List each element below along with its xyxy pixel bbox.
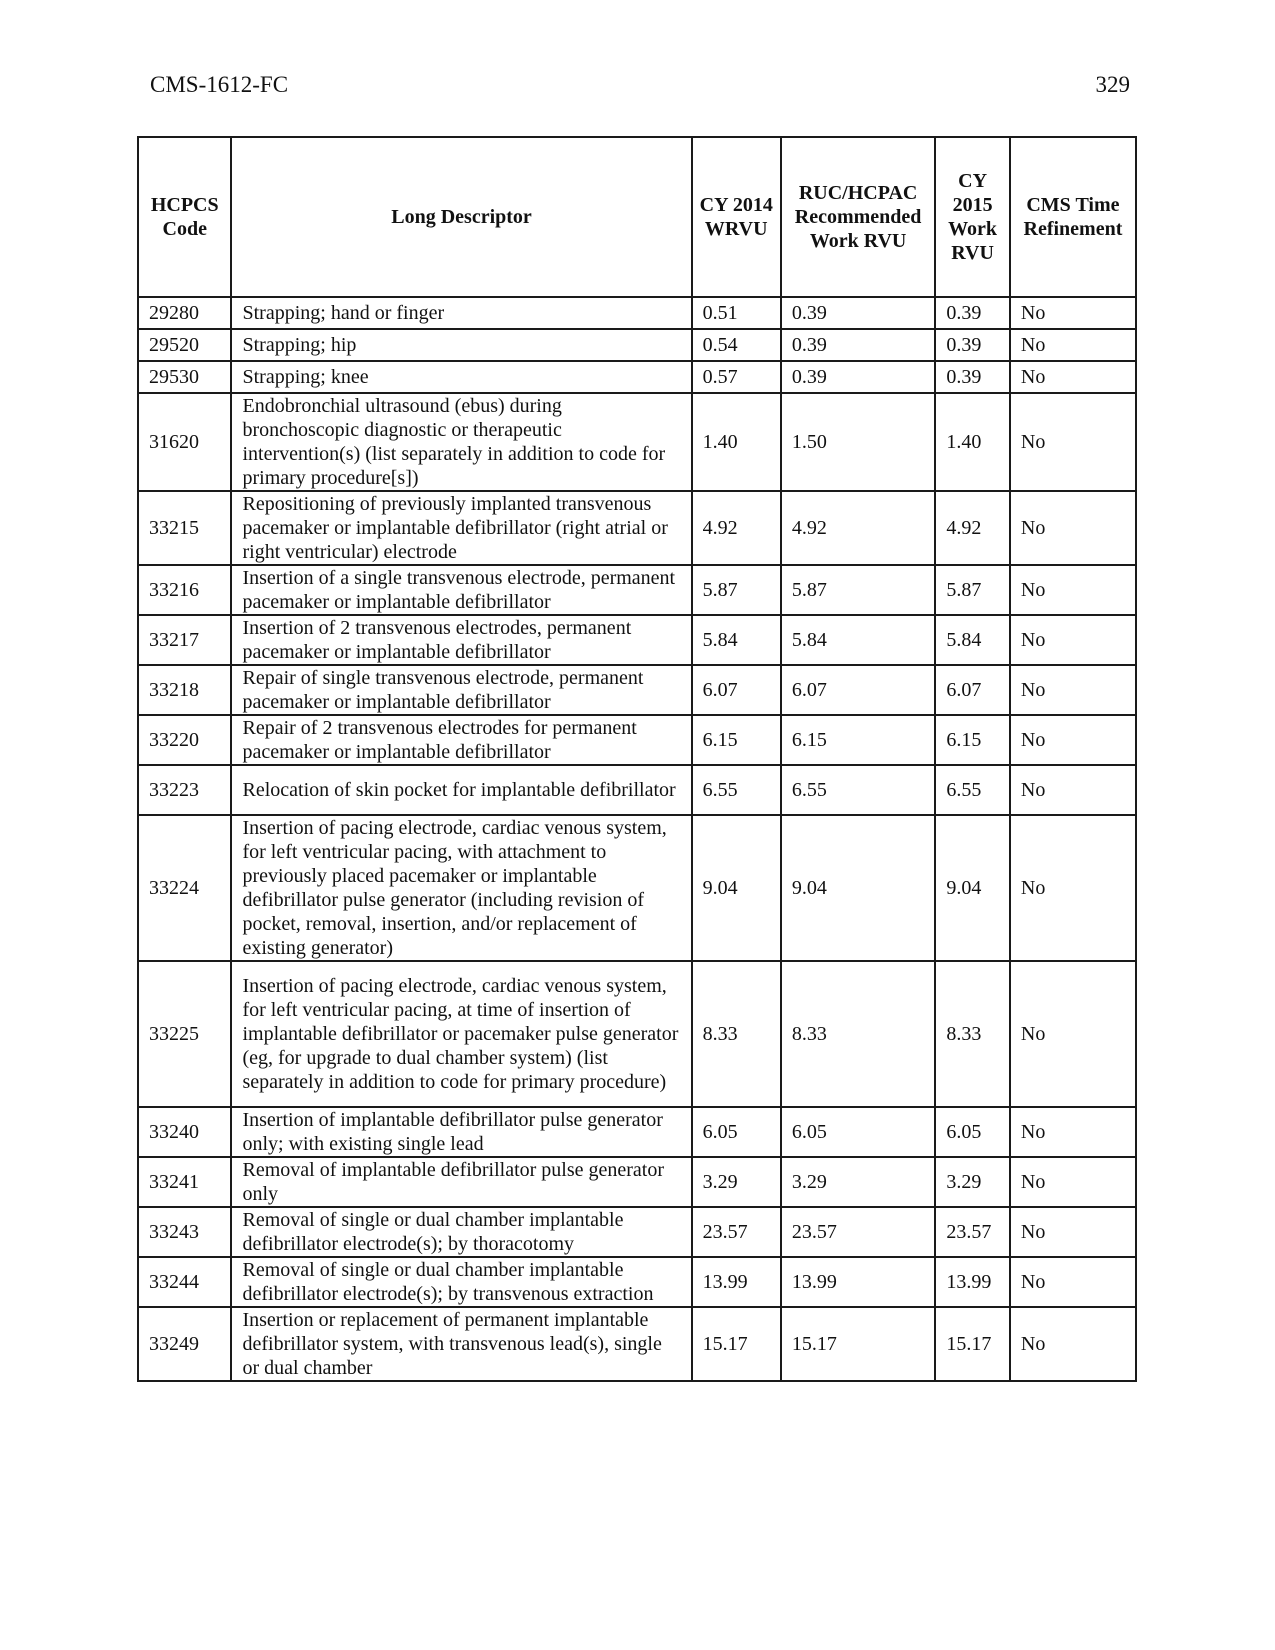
cy2015-work-rvu-cell: 0.39 bbox=[935, 361, 1010, 393]
time-refinement-cell: No bbox=[1010, 361, 1136, 393]
page-number: 329 bbox=[1095, 72, 1130, 97]
hcpcs-code-cell: 29530 bbox=[138, 361, 231, 393]
long-descriptor-cell: Insertion of implantable defibrillator pulse generator only; with existing single lead bbox=[231, 1107, 691, 1157]
column-header-cy2014-wrvu: CY 2014 WRVU bbox=[692, 137, 781, 297]
cy2014-wrvu-cell: 15.17 bbox=[692, 1307, 781, 1381]
time-refinement-cell: No bbox=[1010, 615, 1136, 665]
hcpcs-code-cell: 33225 bbox=[138, 961, 231, 1107]
hcpcs-code-cell: 29520 bbox=[138, 329, 231, 361]
long-descriptor-cell: Insertion or replacement of permanent implantable defibrillator system, with transvenous lead(s), single or dual chamber bbox=[231, 1307, 691, 1381]
table-row bbox=[138, 815, 1136, 961]
header-row bbox=[138, 137, 1136, 297]
hcpcs-code-cell: 33215 bbox=[138, 491, 231, 565]
cy2014-wrvu-cell: 6.07 bbox=[692, 665, 781, 715]
time-refinement-cell: No bbox=[1010, 1107, 1136, 1157]
table-row bbox=[138, 1207, 1136, 1257]
hcpcs-code-cell: 33244 bbox=[138, 1257, 231, 1307]
ruc-recommended-cell: 3.29 bbox=[781, 1157, 935, 1207]
table-row bbox=[138, 491, 1136, 565]
ruc-recommended-cell: 6.55 bbox=[781, 765, 935, 815]
column-header-cy2015-work-rvu: CY 2015 Work RVU bbox=[935, 137, 1010, 297]
ruc-recommended-cell: 6.07 bbox=[781, 665, 935, 715]
long-descriptor-cell: Insertion of pacing electrode, cardiac venous system, for left ventricular pacing, at time of insertion of implantable defibrillator or pacemaker pulse generator (eg, for upgrade to dual chamber system) (list separately in addition to code for primary procedure) bbox=[231, 961, 691, 1107]
table-row bbox=[138, 1107, 1136, 1157]
cy2015-work-rvu-cell: 6.15 bbox=[935, 715, 1010, 765]
table-row bbox=[138, 665, 1136, 715]
time-refinement-cell: No bbox=[1010, 665, 1136, 715]
long-descriptor-cell: Repositioning of previously implanted transvenous pacemaker or implantable defibrillator (right atrial or right ventricular) electrode bbox=[231, 491, 691, 565]
ruc-recommended-cell: 8.33 bbox=[781, 961, 935, 1107]
cy2014-wrvu-cell: 0.51 bbox=[692, 297, 781, 329]
table-header bbox=[138, 137, 1136, 297]
ruc-recommended-cell: 1.50 bbox=[781, 393, 935, 491]
column-header-ruc-hcpac-recommended: RUC/HCPAC Recommended Work RVU bbox=[781, 137, 935, 297]
cy2015-work-rvu-cell: 9.04 bbox=[935, 815, 1010, 961]
table-row bbox=[138, 361, 1136, 393]
hcpcs-code-cell: 33220 bbox=[138, 715, 231, 765]
cy2015-work-rvu-cell: 5.84 bbox=[935, 615, 1010, 665]
long-descriptor-cell: Strapping; hand or finger bbox=[231, 297, 691, 329]
cy2014-wrvu-cell: 1.40 bbox=[692, 393, 781, 491]
time-refinement-cell: No bbox=[1010, 765, 1136, 815]
long-descriptor-cell: Strapping; hip bbox=[231, 329, 691, 361]
cy2014-wrvu-cell: 9.04 bbox=[692, 815, 781, 961]
cy2015-work-rvu-cell: 6.05 bbox=[935, 1107, 1010, 1157]
ruc-recommended-cell: 9.04 bbox=[781, 815, 935, 961]
hcpcs-code-cell: 33241 bbox=[138, 1157, 231, 1207]
hcpcs-code-cell: 31620 bbox=[138, 393, 231, 491]
cy2015-work-rvu-cell: 4.92 bbox=[935, 491, 1010, 565]
cy2014-wrvu-cell: 23.57 bbox=[692, 1207, 781, 1257]
cy2014-wrvu-cell: 8.33 bbox=[692, 961, 781, 1107]
table-row bbox=[138, 1157, 1136, 1207]
cy2014-wrvu-cell: 5.84 bbox=[692, 615, 781, 665]
ruc-recommended-cell: 4.92 bbox=[781, 491, 935, 565]
page-header bbox=[150, 72, 1130, 102]
table-row bbox=[138, 565, 1136, 615]
hcpcs-code-cell: 33240 bbox=[138, 1107, 231, 1157]
long-descriptor-cell: Repair of single transvenous electrode, permanent pacemaker or implantable defibrillator bbox=[231, 665, 691, 715]
long-descriptor-cell: Insertion of 2 transvenous electrodes, permanent pacemaker or implantable defibrillator bbox=[231, 615, 691, 665]
cy2014-wrvu-cell: 6.55 bbox=[692, 765, 781, 815]
table-row bbox=[138, 715, 1136, 765]
long-descriptor-cell: Removal of single or dual chamber implantable defibrillator electrode(s); by thoracotomy bbox=[231, 1207, 691, 1257]
cy2014-wrvu-cell: 0.57 bbox=[692, 361, 781, 393]
cy2014-wrvu-cell: 6.15 bbox=[692, 715, 781, 765]
long-descriptor-cell: Removal of single or dual chamber implantable defibrillator electrode(s); by transvenous extraction bbox=[231, 1257, 691, 1307]
ruc-recommended-cell: 23.57 bbox=[781, 1207, 935, 1257]
hcpcs-code-cell: 29280 bbox=[138, 297, 231, 329]
ruc-recommended-cell: 0.39 bbox=[781, 361, 935, 393]
time-refinement-cell: No bbox=[1010, 815, 1136, 961]
ruc-recommended-cell: 5.87 bbox=[781, 565, 935, 615]
time-refinement-cell: No bbox=[1010, 329, 1136, 361]
table-row bbox=[138, 1307, 1136, 1381]
hcpcs-code-cell: 33224 bbox=[138, 815, 231, 961]
time-refinement-cell: No bbox=[1010, 961, 1136, 1107]
hcpcs-code-cell: 33249 bbox=[138, 1307, 231, 1381]
table-row bbox=[138, 393, 1136, 491]
column-header-long-descriptor: Long Descriptor bbox=[231, 137, 691, 297]
long-descriptor-cell: Repair of 2 transvenous electrodes for permanent pacemaker or implantable defibrillator bbox=[231, 715, 691, 765]
table-row bbox=[138, 765, 1136, 815]
cy2015-work-rvu-cell: 6.07 bbox=[935, 665, 1010, 715]
column-header-cms-time-refinement: CMS Time Refinement bbox=[1010, 137, 1136, 297]
long-descriptor-cell: Removal of implantable defibrillator pulse generator only bbox=[231, 1157, 691, 1207]
cy2014-wrvu-cell: 3.29 bbox=[692, 1157, 781, 1207]
table-row bbox=[138, 1257, 1136, 1307]
cy2014-wrvu-cell: 0.54 bbox=[692, 329, 781, 361]
cy2015-work-rvu-cell: 0.39 bbox=[935, 297, 1010, 329]
time-refinement-cell: No bbox=[1010, 491, 1136, 565]
cy2014-wrvu-cell: 6.05 bbox=[692, 1107, 781, 1157]
cy2015-work-rvu-cell: 3.29 bbox=[935, 1157, 1010, 1207]
cy2014-wrvu-cell: 4.92 bbox=[692, 491, 781, 565]
long-descriptor-cell: Strapping; knee bbox=[231, 361, 691, 393]
time-refinement-cell: No bbox=[1010, 1257, 1136, 1307]
hcpcs-code-cell: 33243 bbox=[138, 1207, 231, 1257]
document-id: CMS-1612-FC bbox=[150, 72, 289, 97]
cy2015-work-rvu-cell: 1.40 bbox=[935, 393, 1010, 491]
hcpcs-code-cell: 33217 bbox=[138, 615, 231, 665]
long-descriptor-cell: Endobronchial ultrasound (ebus) during bronchoscopic diagnostic or therapeutic intervention(s) (list separately in addition to code for primary procedure[s]) bbox=[231, 393, 691, 491]
cy2015-work-rvu-cell: 15.17 bbox=[935, 1307, 1010, 1381]
column-header-hcpcs-code: HCPCS Code bbox=[138, 137, 231, 297]
long-descriptor-cell: Relocation of skin pocket for implantable defibrillator bbox=[231, 765, 691, 815]
time-refinement-cell: No bbox=[1010, 1157, 1136, 1207]
cy2015-work-rvu-cell: 8.33 bbox=[935, 961, 1010, 1107]
hcpcs-code-cell: 33223 bbox=[138, 765, 231, 815]
ruc-recommended-cell: 5.84 bbox=[781, 615, 935, 665]
ruc-recommended-cell: 0.39 bbox=[781, 297, 935, 329]
rvu-table bbox=[137, 136, 1137, 1382]
ruc-recommended-cell: 0.39 bbox=[781, 329, 935, 361]
cy2015-work-rvu-cell: 23.57 bbox=[935, 1207, 1010, 1257]
time-refinement-cell: No bbox=[1010, 1207, 1136, 1257]
time-refinement-cell: No bbox=[1010, 565, 1136, 615]
cy2015-work-rvu-cell: 13.99 bbox=[935, 1257, 1010, 1307]
table-row bbox=[138, 297, 1136, 329]
long-descriptor-cell: Insertion of pacing electrode, cardiac venous system, for left ventricular pacing, with attachment to previously placed pacemaker or implantable defibrillator pulse generator (including revision of pocket, removal, insertion, and/or replacement of existing generator) bbox=[231, 815, 691, 961]
ruc-recommended-cell: 6.15 bbox=[781, 715, 935, 765]
hcpcs-code-cell: 33216 bbox=[138, 565, 231, 615]
table-body bbox=[138, 297, 1136, 1381]
time-refinement-cell: No bbox=[1010, 715, 1136, 765]
table-row bbox=[138, 615, 1136, 665]
ruc-recommended-cell: 15.17 bbox=[781, 1307, 935, 1381]
cy2015-work-rvu-cell: 0.39 bbox=[935, 329, 1010, 361]
cy2015-work-rvu-cell: 6.55 bbox=[935, 765, 1010, 815]
long-descriptor-cell: Insertion of a single transvenous electrode, permanent pacemaker or implantable defibrillator bbox=[231, 565, 691, 615]
cy2015-work-rvu-cell: 5.87 bbox=[935, 565, 1010, 615]
ruc-recommended-cell: 6.05 bbox=[781, 1107, 935, 1157]
ruc-recommended-cell: 13.99 bbox=[781, 1257, 935, 1307]
cy2014-wrvu-cell: 13.99 bbox=[692, 1257, 781, 1307]
time-refinement-cell: No bbox=[1010, 393, 1136, 491]
hcpcs-code-cell: 33218 bbox=[138, 665, 231, 715]
cy2014-wrvu-cell: 5.87 bbox=[692, 565, 781, 615]
table-row bbox=[138, 961, 1136, 1107]
table-row bbox=[138, 329, 1136, 361]
time-refinement-cell: No bbox=[1010, 297, 1136, 329]
time-refinement-cell: No bbox=[1010, 1307, 1136, 1381]
